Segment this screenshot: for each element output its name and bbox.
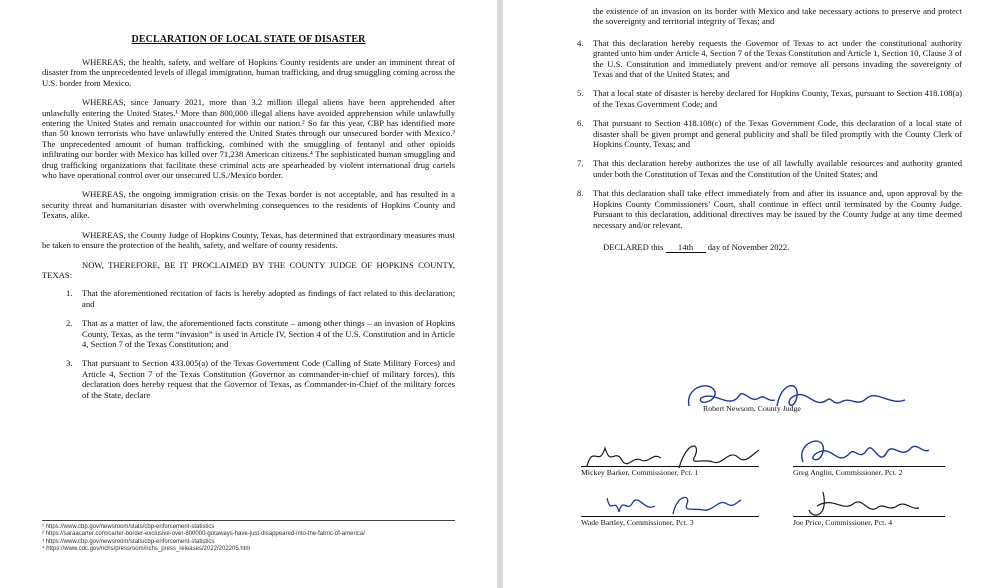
- signature-pct4-name: Joe Price, Commissioner, Pct. 4: [793, 516, 945, 527]
- item-number: 5.: [577, 88, 584, 99]
- footnote-4: ⁴ https://www.cdc.gov/nchs/pressroom/nchs_press_releases/2022/202205.htm: [42, 546, 251, 553]
- item-text: That this declaration hereby requests the Governor of Texas to act under the constitutional authority granted unto him under Article 4, Section 7 of the Texas Constitution and Article 1, Section 10, Clause 3 of the U.S. Constitution and immediately prevent and/or remove all persons invading the sovereignty of Texas and that of the United States; and: [593, 37, 962, 80]
- footnote-3: ³ https://www.cbp.gov/newsroom/stats/cbp-enforcement-statistics: [42, 538, 215, 545]
- declaration-item: [553, 158, 962, 179]
- proclamation-paragraph: NOW, THEREFORE, BE IT PROCLAIMED BY THE COUNTY JUDGE OF HOPKINS COUNTY, TEXAS:: [42, 259, 455, 280]
- signature-judge-name: Robert Newsom, County Judge: [703, 404, 801, 413]
- signature-stroke: [689, 386, 905, 406]
- signature-stroke: [809, 492, 919, 515]
- item-text: That the aforementioned recitation of facts is hereby adopted as findings of fact related to this declaration; and: [82, 288, 455, 309]
- item-number: 7.: [577, 158, 584, 169]
- item-text: That this declaration hereby authorizes the use of all lawfully available resources and authority granted under both the Constitution of Texas and the Constitution of the United States; and: [593, 158, 962, 179]
- declared-day: 14th: [666, 242, 706, 253]
- item-text: That this declaration shall take effect immediately from and after its issuance and, upon approval by the Hopkins County Commissioners’ Court, shall continue in effect until terminated by the County Judge. Pursuant to this declaration, additional directives may be issued by the County Judge at any time deemed necessary and/or relevant.: [593, 188, 962, 230]
- declaration-item: [553, 118, 962, 149]
- footnote-2: ² https://saraacarter.com/carter-border-exclusive-over-800000-gotaways-have-just-disappeared-into-the-fabric-of-america/: [42, 531, 365, 538]
- declared-prefix: DECLARED this: [603, 241, 664, 252]
- item-number: 3.: [66, 358, 73, 369]
- signature-pct2: [793, 466, 945, 477]
- item-number: 4.: [577, 37, 584, 48]
- whereas-paragraph-2: WHEREAS, since January 2021, more than 3.2 million illegal aliens have been apprehended after unlawfully entering the United States.¹ More than 800,000 illegal aliens have avoided apprehension while unlawfully entering the United States and remain unaccounted for within our nation.² So far this year, CBP has identified more than 50 known terrorists who have unlawfully entered the United States through our unsecured border with Mexico.³ The unprecedented amount of human trafficking, combined with the smuggling of fentanyl and other opioids infiltrating our border with Mexico has killed over 71,238 American citizens.⁴ The sophisticated human smuggling and drug trafficking organizations that facilitate these criminal acts are spearheaded by violent international drug cartels who have operational control over our unsecured U.S./Mexico border.: [42, 97, 455, 181]
- document-page-right: [503, 0, 1000, 588]
- declaration-items-right: [553, 38, 962, 230]
- declaration-item: [553, 88, 962, 109]
- whereas-paragraph-3: WHEREAS, the ongoing immigration crisis on the Texas border is not acceptable, and has resulted in a security threat and humanitarian disaster with overwhelming consequences to the residents of Hopkins County and Texans, alike.: [42, 189, 455, 221]
- signature-pct3: [581, 516, 759, 527]
- item-number: 1.: [66, 288, 73, 299]
- continuation-text: the existence of an invasion on its border with Mexico and take necessary actions to preserve and protect the sovereignty and territorial integrity of Texas; and: [593, 6, 962, 27]
- item-number: 8.: [577, 188, 584, 199]
- signature-pct4: [793, 516, 945, 527]
- item-text: That pursuant to Section 418.108(c) of the Texas Government Code, this declaration of a local state of disaster shall be given prompt and general publicity and shall be filed promptly with the County Clerk of Hopkins County, Texas; and: [593, 118, 962, 150]
- declared-date-line: [603, 242, 962, 253]
- signature-stroke: [607, 497, 741, 514]
- declaration-item: [42, 358, 455, 400]
- signature-pct3-name: Wade Bartley, Commissioner, Pct. 3: [581, 516, 759, 527]
- signature-pct1-name: Mickey Barker, Commissioner, Pct. 1: [581, 466, 759, 477]
- item-text: That as a matter of law, the aforementioned facts constitute – among other things – an invasion of Hopkins County, Texas, as the term “invasion” is used in Article IV, Section 4 of the U.S. Constitution and in Article 4, Section 7 of the Texas Constitution; and: [82, 318, 455, 349]
- declaration-item: [553, 38, 962, 80]
- signature-pct1: [581, 466, 759, 477]
- footnote-1: ¹ https://www.cbp.gov/newsroom/stats/cbp-enforcement-statistics: [42, 524, 215, 530]
- declaration-item: [42, 288, 455, 309]
- signature-judge: [703, 404, 801, 413]
- whereas-paragraph-1: WHEREAS, the health, safety, and welfare of Hopkins County residents are under an imminent threat of disaster from the unprecedented levels of illegal immigration, human trafficking, and drug smuggling coming across the U.S. border from Mexico.: [42, 57, 455, 88]
- signature-stroke: [587, 446, 759, 468]
- footnotes: [42, 520, 455, 554]
- document-title: DECLARATION OF LOCAL STATE OF DISASTER: [131, 34, 366, 45]
- item-number: 2.: [66, 318, 73, 329]
- whereas-paragraph-4: WHEREAS, the County Judge of Hopkins County, Texas, has determined that extraordinary measures must be taken to ensure the protection of the health, safety, and welfare of county residents.: [42, 229, 455, 251]
- declaration-item: [553, 188, 962, 230]
- item-number: 6.: [577, 118, 584, 129]
- signature-stroke: [802, 441, 929, 462]
- item-text: That a local state of disaster is hereby declared for Hopkins County, Texas, pursuant to Section 418.108(a) of the Texas Government Code; and: [593, 88, 962, 109]
- declaration-items-left: [42, 288, 455, 400]
- signature-pct2-name: Greg Anglin, Commissioner, Pct. 2: [793, 466, 945, 477]
- declaration-item: [42, 318, 455, 349]
- item-text: That pursuant to Section 433.005(a) of the Texas Government Code (Calling of State Military Forces) and Article 4, Section 7 of the Texas Constitution (Governor as commander-in-chief of military forces), this declaration does hereby request that the Governor of Texas, as Commander-in-Chief of the military forces of the State, declare: [82, 358, 455, 400]
- document-page-left: [0, 0, 497, 588]
- declared-suffix: day of November 2022.: [707, 241, 790, 252]
